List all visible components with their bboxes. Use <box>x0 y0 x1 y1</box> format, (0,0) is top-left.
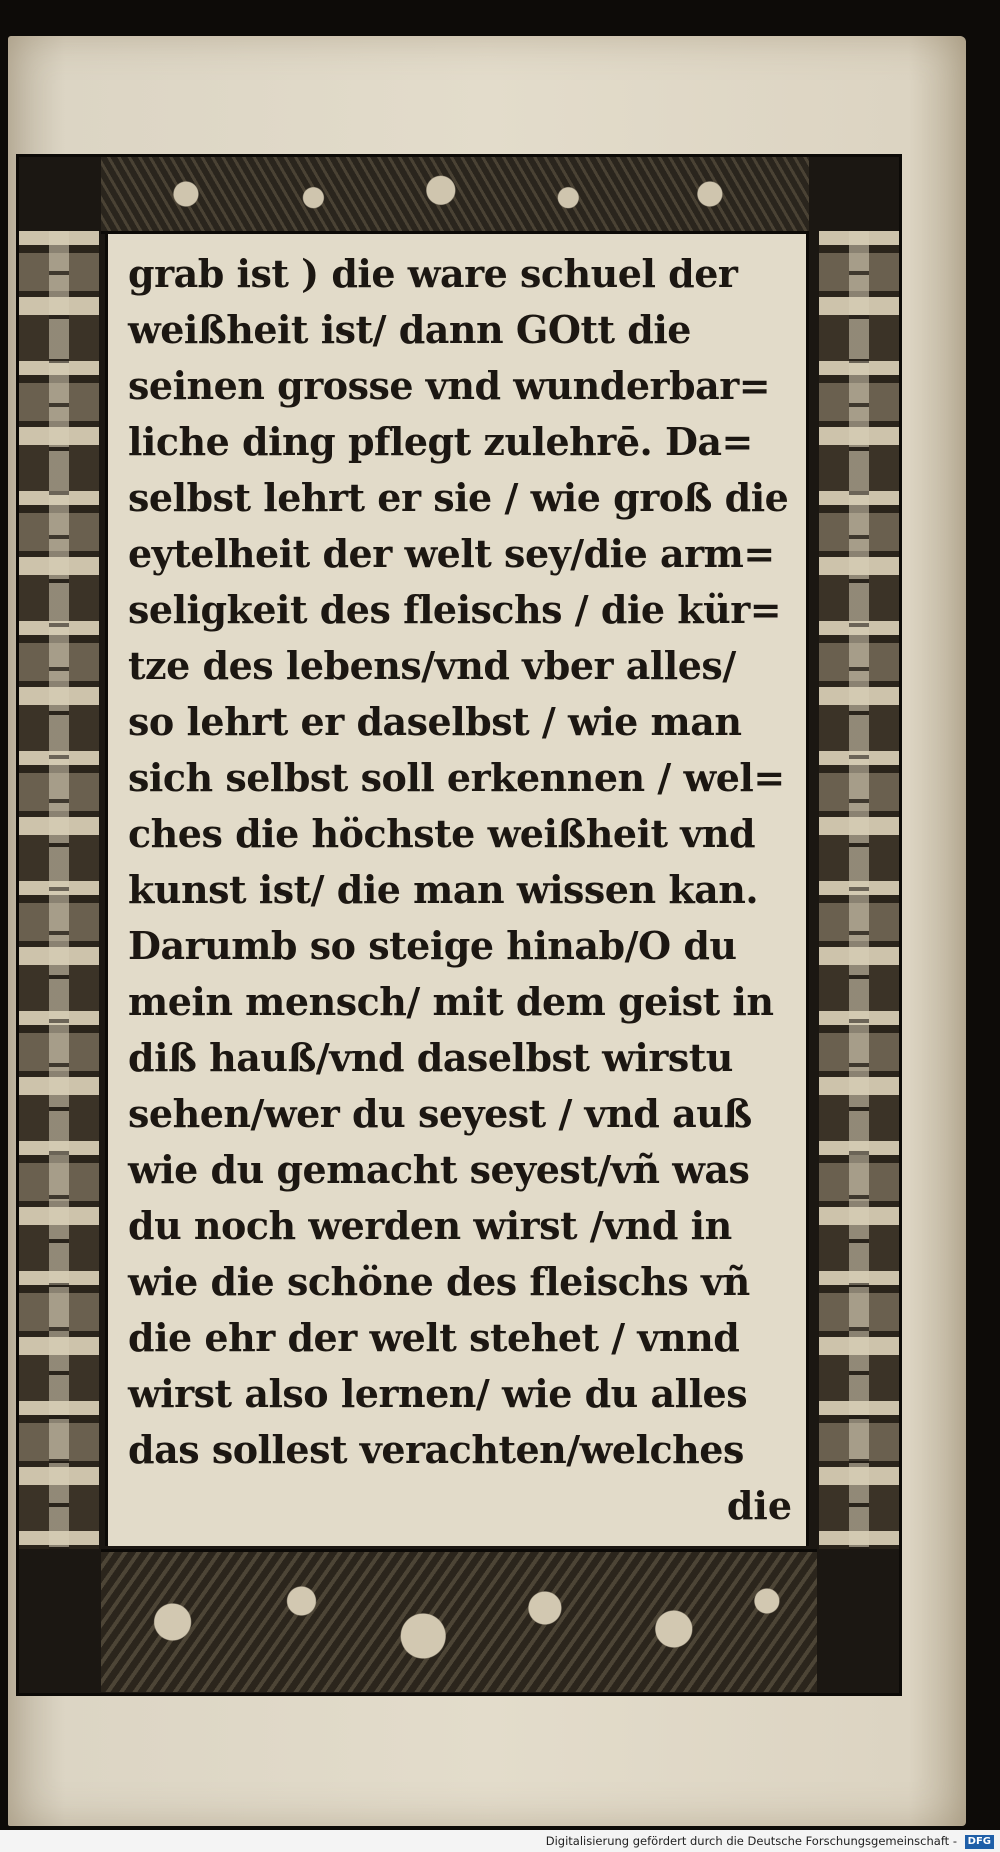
left-ornament-column <box>19 231 99 1549</box>
text-line: selbst lehrt er sie / wie groß die <box>128 475 789 520</box>
text-line: du noch werden wirst /vnd in <box>128 1203 732 1248</box>
text-line: die ehr der welt stehet / vnnd <box>128 1315 740 1360</box>
text-line: das sollest verachten/welches <box>128 1427 744 1472</box>
text-line: sich selbst soll erkennen / wel= <box>128 755 785 800</box>
text-line: grab ist ) die ware schuel der <box>128 251 738 296</box>
right-ornament-column <box>819 231 899 1549</box>
text-line: wie die schöne des fleischs vñ <box>128 1259 750 1304</box>
text-line: sehen/wer du seyest / vnd auß <box>128 1091 752 1136</box>
text-line: tze des lebens/vnd vber alles/ <box>128 643 736 688</box>
catchword: die <box>726 1483 792 1528</box>
text-block <box>105 234 809 1546</box>
text-line: eytelheit der welt sey/die arm= <box>128 531 775 576</box>
text-line: Darumb so steige hinab/O du <box>128 923 737 968</box>
text-line: liche ding pflegt zulehrē. Da= <box>128 419 753 464</box>
digitization-footer <box>0 1830 1000 1852</box>
text-line: so lehrt er daselbst / wie man <box>128 699 742 744</box>
bottom-ornament-band <box>101 1549 817 1692</box>
woodcut-border-frame <box>16 154 902 1696</box>
text-line: seligkeit des fleischs / die kür= <box>128 587 782 632</box>
text-line: seinen grosse vnd wunderbar= <box>128 363 771 408</box>
text-line: mein mensch/ mit dem geist in <box>128 979 774 1024</box>
text-line: wirst also lernen/ wie du alles <box>128 1371 748 1416</box>
footer-text: Digitalisierung gefördert durch die Deutsche Forschungsgemeinschaft - <box>545 1834 957 1848</box>
top-ornament-band <box>101 157 809 234</box>
book-page <box>8 36 966 1826</box>
text-line: wie du gemacht seyest/vñ was <box>128 1147 750 1192</box>
text-line: ches die höchste weißheit vnd <box>128 811 756 856</box>
dfg-logo: DFG <box>965 1835 994 1849</box>
text-line: diß hauß/vnd daselbst wirstu <box>128 1035 733 1080</box>
text-line: weißheit ist/ dann GOtt die <box>128 307 691 352</box>
text-line: kunst ist/ die man wissen kan. <box>128 867 759 912</box>
